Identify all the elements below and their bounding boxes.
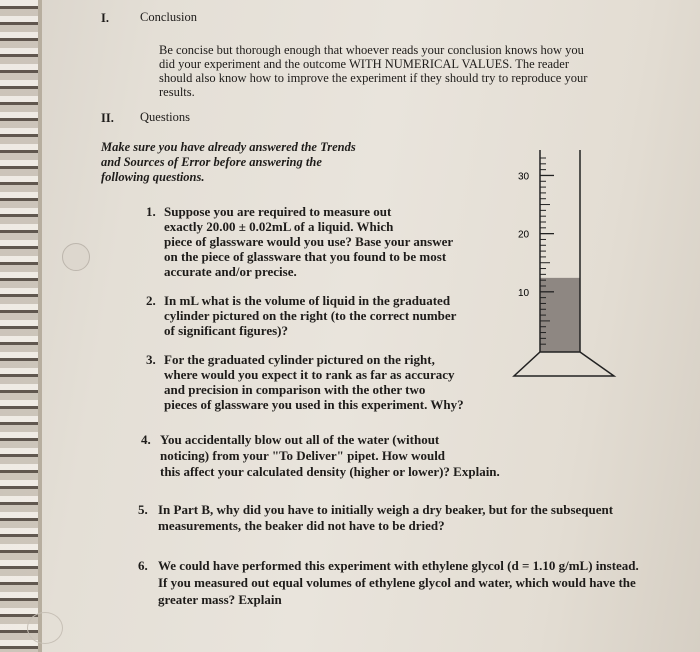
section-2-numeral: II. xyxy=(101,111,114,125)
graduated-cylinder xyxy=(510,150,620,382)
instruction-line-1: Make sure you have already answered the Trends xyxy=(101,140,356,154)
question-6-number: 6. xyxy=(138,558,148,573)
instruction-line-3: following questions. xyxy=(101,170,205,184)
question-5-line: measurements, the beaker did not have to be dried? xyxy=(158,518,445,533)
conclusion-line-1: Be concise but thorough enough that whoever reads your conclusion knows how you xyxy=(159,43,584,57)
page-edge xyxy=(38,0,42,652)
question-3-line: where would you expect it to rank as far as accuracy xyxy=(164,367,455,382)
question-1-line: on the piece of glassware that you found to be most xyxy=(164,249,447,264)
instruction-line-2: and Sources of Error before answering the xyxy=(101,155,322,169)
conclusion-line-3: should also know how to improve the experiment if they should try to reproduce your xyxy=(159,71,588,85)
question-2-number: 2. xyxy=(146,293,156,308)
question-3-line: For the graduated cylinder pictured on the right, xyxy=(164,352,435,367)
question-3-line: pieces of glassware you used in this experiment. Why? xyxy=(164,397,464,412)
question-2-line: of significant figures)? xyxy=(164,323,288,338)
cylinder-label-30: 30 xyxy=(518,171,530,183)
section-2-title: Questions xyxy=(140,110,190,124)
question-4-line: this affect your calculated density (higher or lower)? Explain. xyxy=(160,464,500,479)
cylinder-label-10: 10 xyxy=(518,287,530,299)
question-1-line: Suppose you are required to measure out xyxy=(164,204,392,219)
cylinder-base xyxy=(514,352,614,376)
question-1-line: accurate and/or precise. xyxy=(164,264,297,279)
cylinder-label-20: 20 xyxy=(518,229,530,241)
section-1-title: Conclusion xyxy=(140,10,197,24)
conclusion-line-2: did your experiment and the outcome WITH NUMERICAL VALUES. The reader xyxy=(159,57,569,71)
question-3-line: and precision in comparison with the other two xyxy=(164,382,426,397)
question-6-line: If you measured out equal volumes of ethylene glycol and water, which would have the xyxy=(158,575,636,590)
question-6-line: We could have performed this experiment with ethylene glycol (d = 1.10 g/mL) instead. xyxy=(158,558,639,573)
question-5-number: 5. xyxy=(138,502,148,517)
punch-hole-mark xyxy=(62,243,90,271)
question-2-line: In mL what is the volume of liquid in the graduated xyxy=(164,293,451,308)
question-1-number: 1. xyxy=(146,204,156,219)
conclusion-line-4: results. xyxy=(159,85,195,99)
question-4-line: You accidentally blow out all of the water (without xyxy=(160,432,440,447)
question-2-line: cylinder pictured on the right (to the correct number xyxy=(164,308,457,323)
question-5-line: In Part B, why did you have to initially weigh a dry beaker, but for the subsequent xyxy=(158,502,614,517)
question-1-line: exactly 20.00 ± 0.02mL of a liquid. Which xyxy=(164,219,394,234)
question-4-line: noticing) from your "To Deliver" pipet. How would xyxy=(160,448,446,463)
section-1-numeral: I. xyxy=(101,11,109,25)
question-3-number: 3. xyxy=(146,352,156,367)
question-4-number: 4. xyxy=(141,432,151,447)
question-1-line: piece of glassware would you use? Base your answer xyxy=(164,234,454,249)
binder-rings xyxy=(0,0,40,652)
punch-hole-mark xyxy=(27,612,63,644)
question-6-line: greater mass? Explain xyxy=(158,592,282,607)
